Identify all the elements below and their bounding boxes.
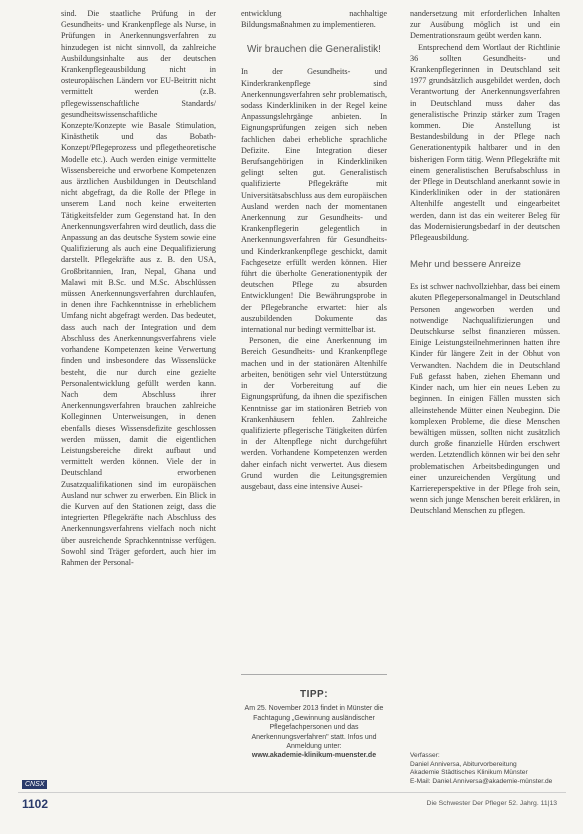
paragraph: In der Gesundheits- und Kinderkrankenpflege sind Anerkennungsverfahren sehr problematisch, sodass Kinderkliniken in der Regel keine Anpassungslehrgänge anbieten. In Eignungsprüfungen zeigen sich neben fachlichen dabei erhebliche sprachliche Defizite. Eine Integration dieser Berufsangehörigen in Kinderkliniken gelingt selten gut. Generalistisch qualifizierte Pflegekräfte mit Universitätsabschluss aus dem europäischen Ausland werden nach der momentanen Anerkennung zur Gesundheits- und Krankenpflegerin gelegentlich in Anerkennungsverfahren für Gesundheits- und Kinderkrankenpflege geschickt, damit Fachgesetze erfüllt werden können. Hier führt die überholte Generationentypik der deutschen Pflege zu absurden Entwicklungen! Die Bewährungsprobe in der Pflegebranche erwartet: hier als auszubildenden Dokumente das international nur bedingt vermittelbar ist. (241, 67, 387, 335)
paragraph: Entsprechend dem Wortlaut der Richtlinie 36 sollten Gesundheits- und Krankenpflegerinnen in Deutschland seit 1977 grundsätzlich ausgebildet werden, doch Verantwortung der Anerkennungsverfahren in Deutschland muss daher das generalistische Prinzip stärker zum Tragen kommen. Die Anstellung ist Bestandesbildung in der Pflege nach Generationentypik haltbarer und in den bisherigen Form tätig. Wenn Pflegekräfte mit einem generalistischen Berufsabschluss in der Pflege in Deutschland anerkannt sowie in Kinderkliniken oder in der stationären Altenhilfe angestellt und eingearbeitet werden, dann ist das ein weiterer Beleg für das Modernisierungsbedarf in der deutschen Pflegeausbildung. (410, 42, 560, 243)
author-line: Daniel Anniversa, Abiturvorbereitung (410, 760, 517, 768)
footer-divider (18, 792, 566, 793)
section-heading: Mehr und bessere Anreize (410, 259, 521, 271)
paragraph: Personen, die eine Anerkennung im Bereich Gesundheits- und Krankenpflege machen und in der stationären Altenhilfe arbeiten, benötigen sehr viel Unterstützung in der Vorbereitung auf die Eignungsprüfung, da ihnen die spezifischen Kenntnisse gar im stationären Betrieb von Krankenhäusern fehlen. Zahlreiche qualifizierte pflegerische Tätigkeiten dürfen in der Altenpflege nicht durchgeführt werden. Vorhandene Kompetenzen werden daher einfach nicht verwertet. Aus diesem Grund wurden die Leitungsgremien ausgebaut, dass eine intensive Ausei- (241, 336, 387, 491)
author-line: Akademie Städtisches Klinikum Münster (410, 769, 528, 777)
tipp-box (241, 690, 387, 761)
paragraph: sind. Die staatliche Prüfung in der Gesundheits- und Krankenpflege als Nurse, in Prüfungen in Anerkennungsverfahren zu hinzudegen ist nicht sinnvoll, da zahlreiche Ausbildungsinhalte aus der deutschen Krankenpflegeausbildung nicht in osteuropäischen Ländern vor EU-Beitritt nicht vermittelt werden (z.B. pflegewissenschaftliche Standards/ gesundheitswissenschaftliche Konzepte/Konzepte wie Basale Stimulation, Kinästhetik und das Bobath-Konzept/Pflegeprozess und pflegetheoretische Modelle etc.). Auch werden einige vermittelte Wissensbereiche und erworbene Kompetenzen aus ärztlichen Ausbildungen in Deutschland nicht abgefragt, da die Rolle der Pflege in unserem Land noch keine erweiterten Tätigkeitsfelder zum Gegenstand hat. In den Anerkennungsverfahren wird deutlich, dass die Anpassung an das deutsche System sowie eine Qualifizierung als auch eine Dequalifizierung darstellt. Pflegekräfte aus z. B. den USA, Großbritannien, Iran, Nepal, Ghana und Malawi mit B.Sc. und M.Sc. Abschlüssen müssen Anerkennungsverfahren durchlaufen, in denen ihre Fachkenntnisse in erheblichem Umfang nicht abgefragt werden. Das bedeutet, dass auch nach der Integration und dem Abschluss des Anerkennungsverfahrens viele vorhandene Kompetenzen keine Verwertung finden und insbesondere das Wissenslücke besteht, die nur durch eine gezielte Personalentwicklung gefüllt werden kann. Nach dem Abschluss ihrer Anerkennungsverfahren brauchen zahlreiche Kolleginnen Unterweisungen, in denen ebenfalls dieses Wissensdefizite geschlossen werden müssen, damit die eigentlichen Leistungsbereiche direkt aufbaut und vermittelt werden können. Viele der in Deutschland erworbenen Zusatzqualifikationen sind im europäischen Ausland nur schwer zu erwerben. Ein Blick in die Kurven auf den Stationen zeigt, dass die integrierten Pflegekräfte nach Abschluss des Anerkennungsverfahrens vielfach noch nicht über ausreichende Sprachkenntnisse verfügen. Sowohl sind Träger gefordert, auch hier im Rahmen der Personal- (61, 9, 216, 567)
tipp-title: TIPP: (299, 689, 329, 700)
author-info (410, 752, 560, 786)
page-number: 1102 (22, 797, 49, 811)
column-right (410, 8, 560, 517)
tipp-text: Am 25. November 2013 findet in Münster die Fachtagung „Gewinnung ausländischer Pflegefachpersonen und das Anerkennungsverfahren" statt. Infos und Anmeldung unter: (244, 705, 384, 751)
paragraph: nandersetzung mit erforderlichen Inhalten zur Ausübung möglich ist und ein Dementrationsraum geübt werden kann. (410, 9, 560, 41)
paragraph: entwicklung nachhaltige Bildungsmaßnahmen zu implementieren. (241, 9, 387, 30)
author-email[interactable]: E-Mail: Daniel.Anniversa@akademie-münster.de (410, 777, 553, 785)
paragraph: Es ist schwer nachvollziehbar, dass bei einem akuten Pflegepersonalmangel in Deutschland Personen angeworben werden und notwendige Nachqualifizierungen und Deutschkurse selbst finanzieren müssen. Einige Leistungsteilnehmerinnen hatten ihre Kinder für längere Zeit in der Obhut von Verwandten. Nachdem die in Deutschland Fuß gefasst haben, ziehen Ehemann und Kinder nach, um hier ein neues Leben zu beginnen. In einigen Fällen mussten sich alleinstehende Mütter einen Neubeginn. Die komplexen Probleme, die diese Menschen bewältigen müssen, sollten nicht zusätzlich durch große finanzielle Hürden erschwert werden. Letztendlich können wir bei den sehr problematischen Arbeitsbedingungen und einer unzureichenden Vergütung und Karriereperspektive in der Pflege froh sein, wenn sich junge Menschen bereit erklären, in Deutschland Menschen zu pflegen. (410, 282, 560, 516)
tipp-link[interactable]: www.akademie-klinikum-muenster.de (251, 752, 377, 760)
section-heading: Wir brauchen die Generalistik! (247, 44, 381, 56)
column-left (61, 8, 216, 568)
publisher-logo: CNSX (22, 780, 47, 789)
journal-footer: Die Schwester Der Pfleger 52. Jahrg. 11|13 (426, 800, 557, 807)
column-middle (241, 8, 387, 492)
author-line: Verfasser: (410, 752, 440, 759)
